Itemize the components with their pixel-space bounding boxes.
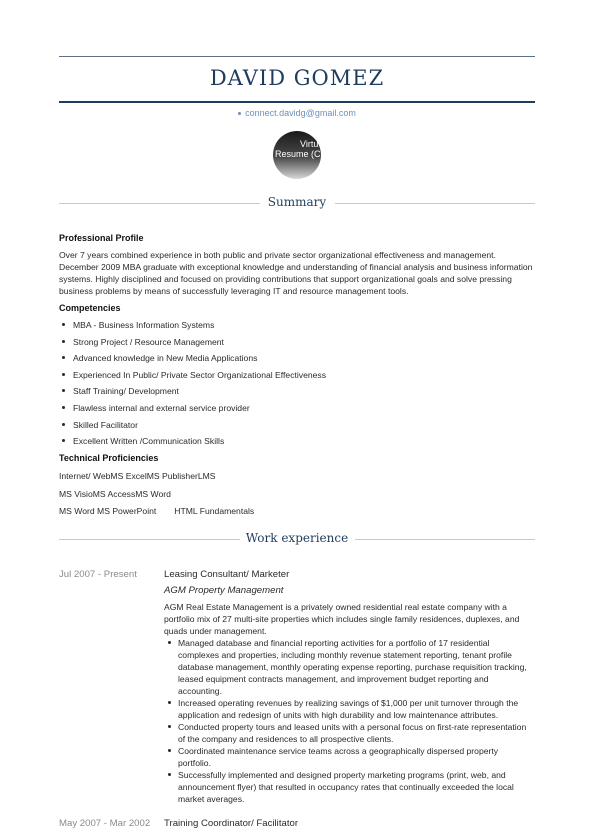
- job-description: AGM Real Estate Management is a privately owned residential real estate company with a portfolio mix of 27 multi-site properties which includes single family residences, duplexes, and quads under management.: [164, 602, 520, 636]
- email-link[interactable]: connect.davidg@gmail.com: [245, 108, 356, 118]
- list-item: MBA - Business Information Systems: [59, 319, 326, 336]
- list-item: Excellent Written /Communication Skills: [59, 435, 326, 452]
- job-dates: Jul 2007 - Present: [59, 569, 137, 580]
- list-item: Staff Training/ Development: [59, 385, 326, 402]
- list-item: Strong Project / Resource Management: [59, 336, 326, 353]
- job-bullets: [164, 637, 530, 805]
- divider: [355, 539, 535, 540]
- avatar: [273, 131, 327, 179]
- list-item: Increased operating revenues by realizing savings of $1,000 per unit turnover through the application and redesign of units with high durability and low maintenance attributes.: [164, 697, 530, 721]
- competencies-heading: Competencies: [59, 303, 121, 313]
- list-item: Experienced In Public/ Private Sector Organizational Effectiveness: [59, 369, 326, 386]
- technical-item: MS Word MS PowerPoint: [59, 506, 157, 516]
- list-item: Advanced knowledge in New Media Applications: [59, 352, 326, 369]
- job-title: Leasing Consultant/ Marketer: [164, 569, 290, 580]
- top-rule: [59, 56, 535, 57]
- list-item: Successfully implemented and designed property marketing programs (print, web, and announcement flyer) that resulted in occupancy rates that continually exceeded the local market averages.: [164, 769, 530, 805]
- list-item: Managed database and financial reporting activities for a portfolio of 17 residential complexes and properties, including monthly revenue statement reporting, tenant profile database management, monthly operating expense reporting, purchase requisition tracking, leased equipment contracts management, and improvement budget reporting and accounting.: [164, 637, 530, 697]
- technical-item: HTML Fundamentals: [174, 506, 255, 516]
- profile-text: Over 7 years combined experience in both public and private sector organizational effectiveness and management. December 2009 MBA graduate with exceptional knowledge and understanding of financial analysis and business information systems. Highly disciplined and focused on providing contributions that support organizational goals and solve pressing business problems by means of successfully leveraging IT and resource management tools.: [59, 250, 533, 296]
- technical-heading: Technical Proficiencies: [59, 453, 159, 463]
- job-company: AGM Property Management: [164, 585, 284, 596]
- profile-heading: Professional Profile: [59, 233, 144, 243]
- job-dates: May 2007 - Mar 2002: [59, 818, 151, 829]
- list-item: Conducted property tours and leased units with a personal focus on first-rate representation of the company and residences to all prospective clients.: [164, 721, 530, 745]
- contact-line: [59, 108, 535, 118]
- avatar-caption-line2: Resume (CV: [275, 149, 327, 159]
- competencies-list: [59, 319, 326, 452]
- job-title: Training Coordinator/ Facilitator: [164, 818, 299, 829]
- list-item: Coordinated maintenance service teams across a geographically dispersed property portfolio.: [164, 745, 530, 769]
- list-item: Skilled Facilitator: [59, 419, 326, 436]
- technical-line: MS VisioMS AccessMS Word: [59, 489, 171, 499]
- technical-line: [59, 505, 254, 517]
- technical-line: Internet/ WebMS ExcelMS PublisherLMS: [59, 471, 216, 481]
- candidate-name: DAVID GOMEZ: [209, 66, 385, 90]
- list-item: Flawless internal and external service provider: [59, 402, 326, 419]
- summary-section-header: [59, 195, 535, 211]
- divider: [335, 203, 535, 204]
- bullet-icon: [238, 112, 241, 115]
- avatar-caption-line1: Virtu: [300, 139, 319, 149]
- work-heading: Work experience: [245, 531, 349, 545]
- name-underline: [59, 101, 535, 103]
- work-section-header: [59, 531, 535, 547]
- summary-heading: Summary: [267, 195, 327, 209]
